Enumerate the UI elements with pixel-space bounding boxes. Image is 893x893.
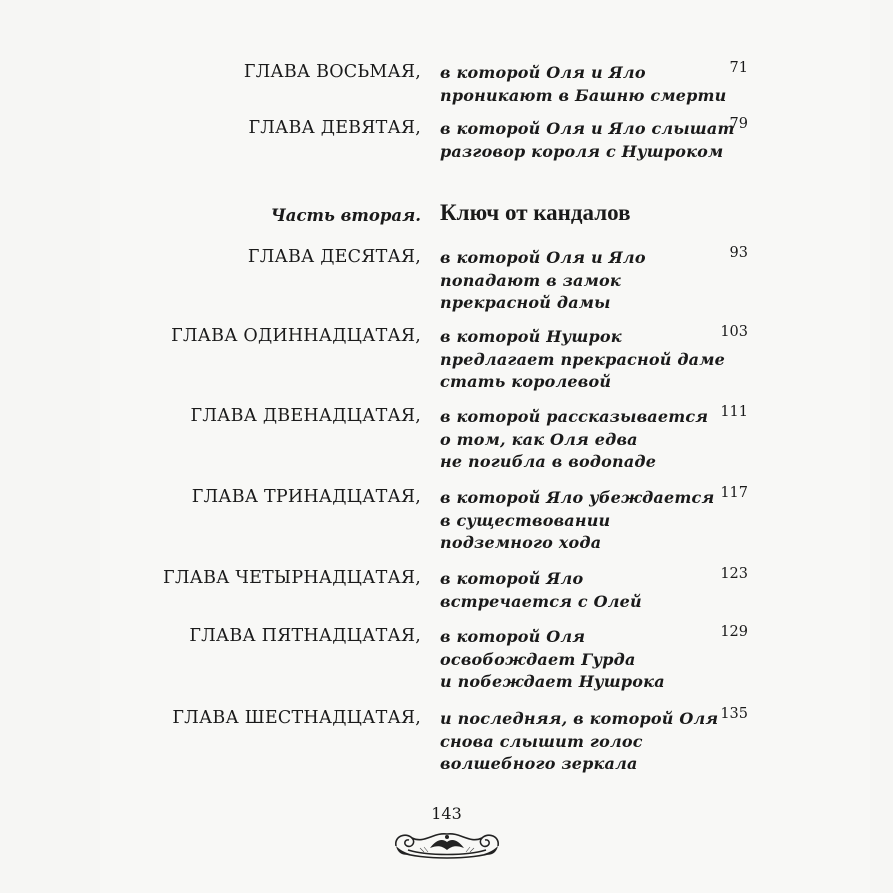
page-number: 79	[729, 116, 748, 132]
chapter-description-line: попадают в замок	[440, 270, 621, 290]
chapter-description-line: в которой Оля и Яло слышат	[440, 119, 735, 138]
page-number: 123	[720, 566, 748, 582]
page-number: 129	[720, 624, 748, 640]
page-number: 111	[720, 404, 748, 420]
chapter-description-line: в которой рассказывается	[440, 407, 709, 426]
chapter-description-line: разговор короля с Нушроком	[440, 141, 724, 161]
scroll-ornament-icon	[390, 824, 504, 864]
chapter-description	[440, 62, 730, 107]
chapter-description-line: о том, как Оля едва	[440, 429, 638, 449]
page-number: 117	[720, 485, 748, 501]
chapter-description-line: и побеждает Нушрока	[440, 672, 665, 691]
chapter-description-line: в существовании	[440, 510, 611, 530]
page-number: 135	[720, 706, 748, 722]
chapter-description-line: в которой Оля	[440, 627, 586, 646]
chapter-description-line: в которой Яло	[440, 569, 584, 588]
chapter-description-line: в которой Яло убеждается	[440, 488, 715, 507]
chapter-title: ГЛАВА ТРИНАДЦАТАЯ,	[191, 487, 421, 507]
part-name: Ключ от кандалов	[440, 200, 631, 225]
chapter-description-line: снова слышит голос	[440, 731, 643, 751]
page-number: 103	[720, 324, 748, 340]
chapter-title: ГЛАВА ДВЕНАДЦАТАЯ,	[190, 406, 421, 426]
chapter-description-line: подземного хода	[440, 533, 602, 552]
page-number: 71	[729, 60, 748, 76]
chapter-title: ГЛАВА ОДИННАДЦАТАЯ,	[171, 326, 421, 346]
chapter-description-line: не погибла в водопаде	[440, 452, 657, 471]
chapter-title: ГЛАВА ШЕСТНАДЦАТАЯ,	[172, 708, 421, 728]
chapter-title: ГЛАВА ПЯТНАДЦАТАЯ,	[189, 626, 421, 646]
chapter-description	[440, 247, 730, 315]
chapter-description-line: освобождает Гурда	[440, 649, 636, 669]
chapter-description-line: встречается с Олей	[440, 591, 642, 611]
chapter-description	[440, 626, 730, 694]
chapter-description-line: стать королевой	[440, 372, 612, 391]
chapter-title: ГЛАВА ЧЕТЫРНАДЦАТАЯ,	[163, 568, 421, 588]
chapter-description	[440, 326, 730, 394]
chapter-description	[440, 708, 730, 776]
chapter-description-line: в которой Оля и Яло	[440, 248, 646, 267]
chapter-description	[440, 487, 730, 555]
chapter-description	[440, 568, 730, 613]
chapter-description-line: предлагает прекрасной даме	[440, 349, 725, 369]
part-label: Часть вторая.	[270, 206, 421, 225]
chapter-title: ГЛАВА ДЕВЯТАЯ,	[248, 118, 421, 138]
chapter-title: ГЛАВА ДЕСЯТАЯ,	[247, 247, 421, 267]
page-number: 93	[729, 245, 748, 261]
chapter-description-line: в которой Оля и Яло	[440, 63, 646, 82]
chapter-description-line: волшебного зеркала	[440, 754, 638, 773]
chapter-description-line: и последняя, в которой Оля	[440, 709, 719, 728]
chapter-description	[440, 118, 735, 163]
chapter-description-line: проникают в Башню смерти	[440, 85, 727, 105]
chapter-description-line: прекрасной дамы	[440, 293, 611, 312]
chapter-title: ГЛАВА ВОСЬМАЯ,	[243, 62, 421, 82]
chapter-description	[440, 406, 730, 474]
folio-page-number: 143	[431, 804, 462, 823]
chapter-description-line: в которой Нушрок	[440, 327, 622, 346]
